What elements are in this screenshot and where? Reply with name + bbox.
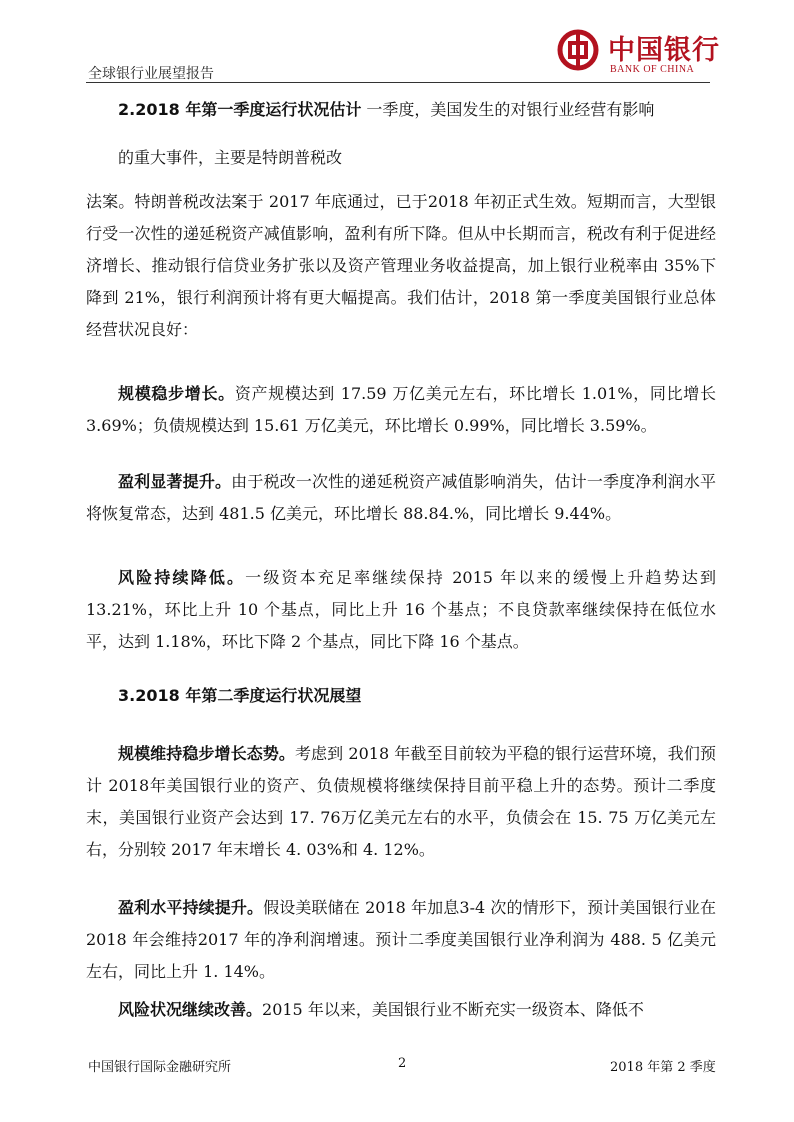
q2-item-text: 假设美联储在 2018 年加息3-4 次的情形下，预计美国银行业在 2018 年会维持2017 年的净利润增速。预计二季度美国银行业净利润为 488. 5 亿美元左右，同比上升 1. 14%。 bbox=[86, 898, 716, 981]
bank-of-china-logo-icon bbox=[556, 28, 600, 72]
q1-item-title: 盈利显著提升。 bbox=[118, 472, 232, 491]
q2-item-title: 盈利水平持续提升。 bbox=[118, 898, 264, 917]
q1-item-text: 资产规模达到 17.59 万亿美元左右，环比增长 1.01%，同比增长 3.69%；负债规模达到 15.61 万亿美元，环比增长 0.99%，同比增长 3.59%。 bbox=[86, 384, 716, 435]
logo-chinese-name: 中国银行 bbox=[608, 35, 720, 66]
q2-item-title: 规模维持稳步增长态势。 bbox=[118, 744, 295, 763]
section-2-heading: 2.2018 年第一季度运行状况估计 bbox=[118, 100, 362, 119]
q1-item-text: 由于税改一次性的递延税资产减值影响消失，估计一季度净利润水平将恢复常态，达到 481.5 亿美元，环比增长 88.84.%，同比增长 9.44%。 bbox=[86, 472, 716, 523]
q1-item-risk bbox=[86, 562, 716, 658]
q2-item-title: 风险状况继续改善。 bbox=[118, 1000, 263, 1019]
q1-item-title: 风险持续降低。 bbox=[118, 568, 246, 587]
bank-logo bbox=[556, 28, 720, 80]
report-title: 全球银行业展望报告 bbox=[88, 66, 214, 82]
section-2-lead-cont: 的重大事件，主要是特朗普税改 bbox=[118, 148, 343, 167]
footer-period: 2018 年第 2 季度 bbox=[610, 1060, 716, 1075]
section-2-lead-text: 一季度，美国发生的对银行业经营有影响 bbox=[366, 100, 655, 119]
q2-item-scale bbox=[86, 738, 716, 866]
footer-institute: 中国银行国际金融研究所 bbox=[88, 1060, 232, 1075]
section-2-lead bbox=[86, 94, 716, 126]
section-3-heading: 3.2018 年第二季度运行状况展望 bbox=[118, 686, 362, 705]
section-2-body: 法案。特朗普税改法案于 2017 年底通过，已于2018 年初正式生效。短期而言，大型银行受一次性的递延税资产减值影响，盈利有所下降。但从中长期而言，税改有利于促进经济增长、推动银行信贷业务扩张以及资产管理业务收益提高，加上银行业税率由 35%下降到 21%，银行利润预计将有更大幅提高。我们估计，2018 第一季度美国银行业总体经营状况良好： bbox=[86, 192, 716, 339]
q2-item-profit bbox=[86, 892, 716, 988]
logo-english-name: BANK OF CHINA bbox=[610, 64, 695, 75]
q2-item-text: 考虑到 2018 年截至目前较为平稳的银行运营环境，我们预计 2018年美国银行业的资产、负债规模将继续保持目前平稳上升的态势。预计二季度末，美国银行业资产会达到 17. 76万亿美元左右的水平，负债会在 15. 75 万亿美元左右，分别较 2017 年末增长 4. 03%和 4. 12%。 bbox=[86, 744, 716, 859]
q1-item-text: 一级资本充足率继续保持 2015 年以来的缓慢上升趋势达到 13.21%，环比上升 10 个基点，同比上升 16 个基点；不良贷款率继续保持在低位水平，达到 1.18%，环比下降 2 个基点，同比下降 16 个基点。 bbox=[86, 568, 716, 651]
page-number: 2 bbox=[398, 1056, 407, 1071]
header-divider bbox=[86, 82, 710, 83]
q1-item-profit bbox=[86, 466, 716, 530]
q1-item-scale bbox=[86, 378, 716, 442]
q2-item-text: 2015 年以来，美国银行业不断充实一级资本、降低不 bbox=[262, 1000, 644, 1019]
q1-item-title: 规模稳步增长。 bbox=[118, 384, 235, 403]
q2-item-risk bbox=[86, 994, 716, 1026]
